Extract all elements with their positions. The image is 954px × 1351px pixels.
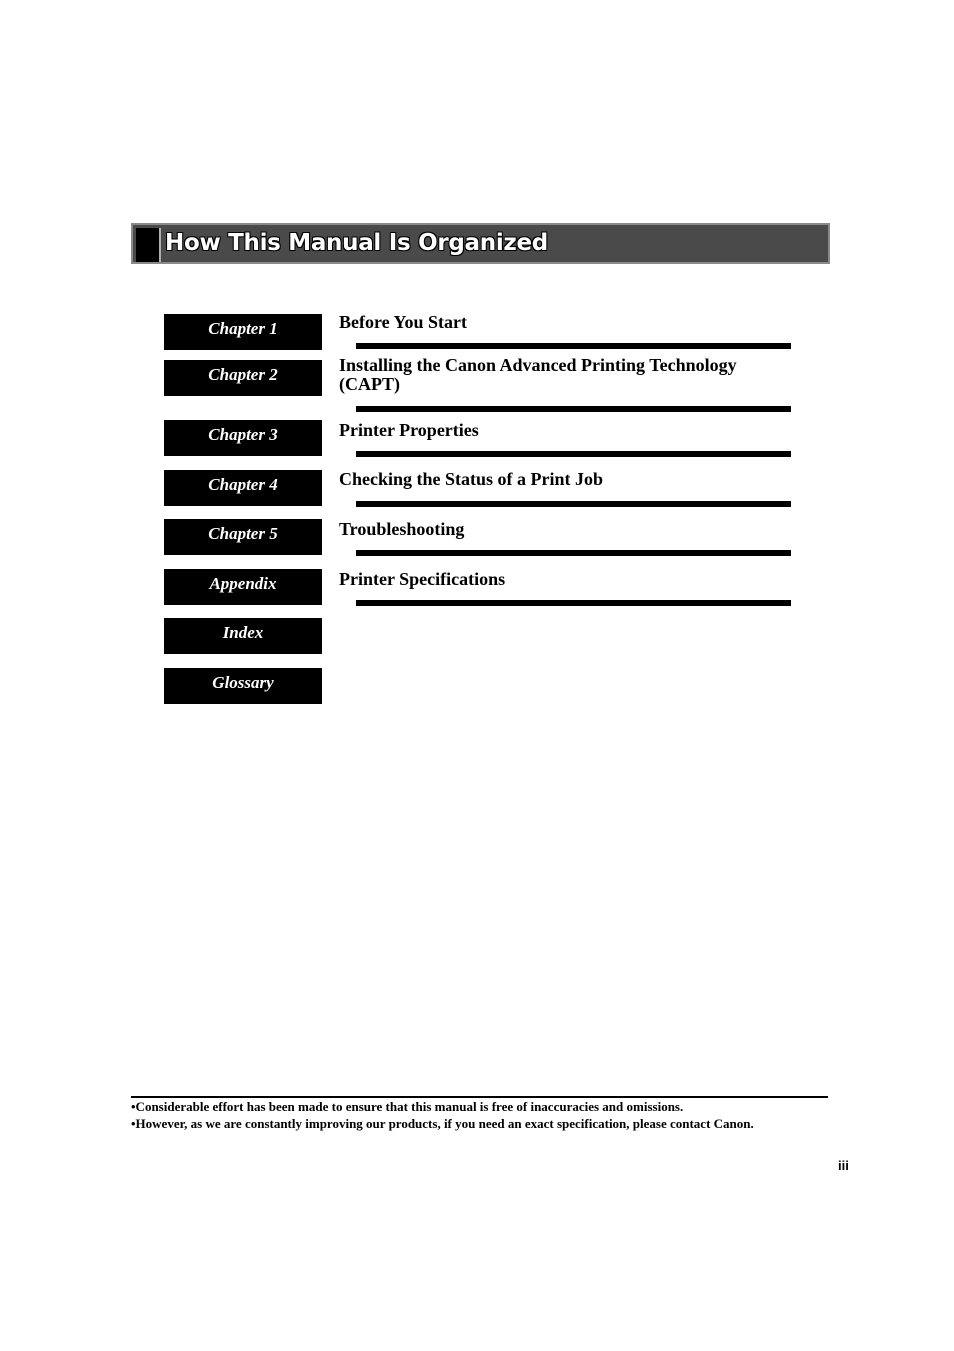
chapter-4-rule <box>356 501 791 507</box>
tab-chapter-1[interactable]: Chapter 1 <box>164 314 322 350</box>
appendix-rule <box>356 600 791 606</box>
tab-glossary[interactable]: Glossary <box>164 668 322 704</box>
page-title: How This Manual Is Organized <box>165 230 548 256</box>
section-header <box>131 223 830 264</box>
footer-divider <box>131 1096 828 1098</box>
chapter-1-title[interactable]: Before You Start <box>339 312 467 332</box>
disclaimer-note-2: •However, as we are constantly improving our products, if you need an exact specification, please contact Canon. <box>131 1116 754 1131</box>
tab-chapter-3[interactable]: Chapter 3 <box>164 420 322 456</box>
chapter-4-title[interactable]: Checking the Status of a Print Job <box>339 469 604 489</box>
chapter-5-rule <box>356 550 791 556</box>
chapter-1-rule <box>356 343 791 349</box>
disclaimer-note-1: •Considerable effort has been made to ensure that this manual is free of inaccuracies and omissions. <box>131 1099 684 1114</box>
tab-chapter-5[interactable]: Chapter 5 <box>164 519 322 555</box>
header-marker <box>136 228 161 262</box>
appendix-title[interactable]: Printer Specifications <box>339 569 506 589</box>
tab-chapter-4[interactable]: Chapter 4 <box>164 470 322 506</box>
tab-index[interactable]: Index <box>164 618 322 654</box>
chapter-2-rule <box>356 406 791 412</box>
page-number: iii <box>838 1158 849 1173</box>
chapter-2-title[interactable]: Installing the Canon Advanced Printing Technology (CAPT) <box>339 355 737 394</box>
tab-appendix[interactable]: Appendix <box>164 569 322 605</box>
chapter-5-title[interactable]: Troubleshooting <box>339 519 465 539</box>
chapter-3-title[interactable]: Printer Properties <box>339 420 479 440</box>
tab-chapter-2[interactable]: Chapter 2 <box>164 360 322 396</box>
chapter-3-rule <box>356 451 791 457</box>
